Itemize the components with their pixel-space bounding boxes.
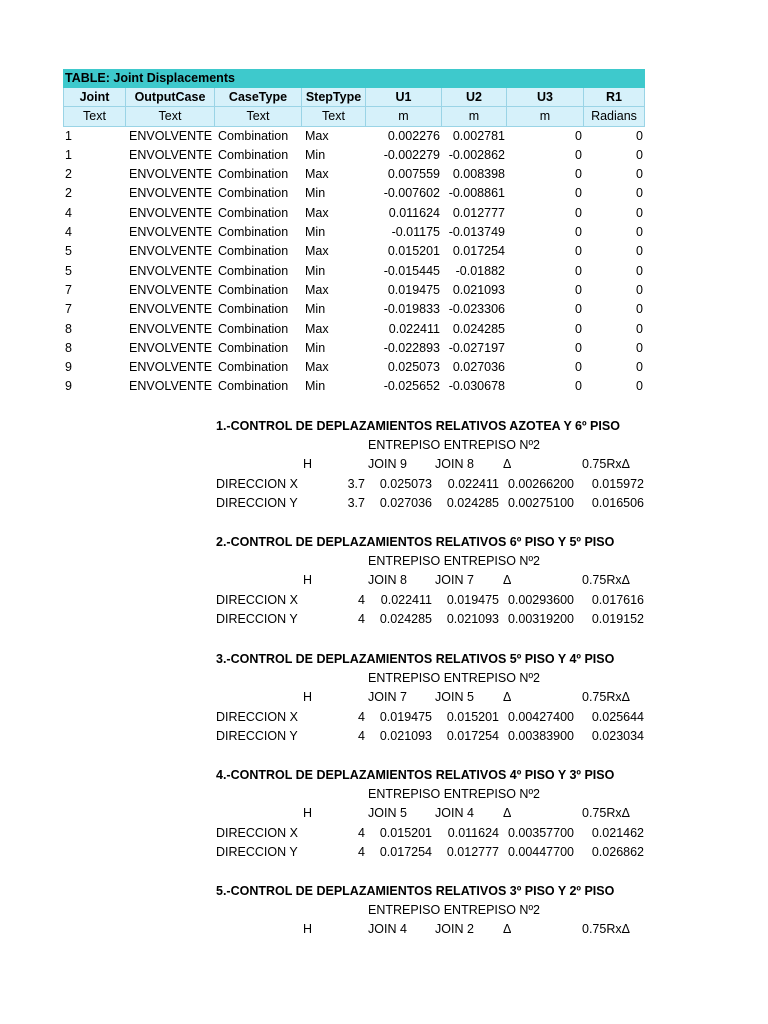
table-cell: 0	[636, 321, 643, 336]
entrepiso-line	[216, 669, 646, 688]
table-cell: -0.01882	[455, 263, 505, 278]
join-a-value: 0.027036	[379, 495, 432, 510]
delta-value: 0.00266200	[507, 476, 574, 491]
h-label: H	[303, 690, 313, 705]
entrepiso-label: ENTREPISO ENTREPISO Nº2	[368, 903, 540, 917]
table-row	[63, 165, 645, 184]
table-cell: Combination	[218, 147, 289, 162]
table-cell: Min	[305, 186, 326, 201]
table-cell: 0	[636, 244, 643, 259]
table-cell: 8	[65, 321, 72, 336]
entrepiso-label: ENTREPISO ENTREPISO Nº2	[368, 787, 540, 801]
table-cell: 0.019475	[387, 282, 440, 297]
table-cell: -0.002279	[383, 147, 440, 162]
table-cell: -0.007602	[383, 186, 440, 201]
table-cell: 0.015201	[387, 244, 440, 259]
table-cell: 9	[65, 379, 72, 394]
unit-u3: m	[507, 107, 584, 126]
rx-label: 0.75RxΔ	[582, 457, 630, 472]
delta-value: 0.00427400	[507, 709, 574, 724]
table-cell: 0	[575, 186, 582, 201]
table-row	[63, 339, 645, 358]
direction-row	[216, 708, 646, 727]
height-value: 4	[358, 825, 365, 840]
table-cell: 0.024285	[452, 321, 505, 336]
table-cell: Max	[305, 282, 329, 297]
section-title: 1.-CONTROL DE DEPLAZAMIENTOS RELATIVOS AZOTEA Y 6º PISO	[216, 419, 620, 433]
table-cell: 0	[636, 360, 643, 375]
join-a-label: JOIN 9	[368, 457, 407, 472]
rx-value: 0.023034	[591, 728, 644, 743]
join-b-value: 0.019475	[446, 592, 499, 607]
table-cell: ENVOLVENTE	[129, 244, 213, 259]
rx-value: 0.019152	[591, 611, 644, 626]
control-section	[216, 766, 646, 862]
control-section	[216, 650, 646, 746]
rx-label: 0.75RxΔ	[582, 806, 630, 821]
join-b-value: 0.011624	[447, 825, 499, 840]
table-cell: 0	[575, 360, 582, 375]
table-cell: Combination	[218, 167, 289, 182]
delta-label: Δ	[503, 922, 512, 937]
table-cell: ENVOLVENTE	[129, 282, 213, 297]
table-cell: 0	[575, 205, 582, 220]
table-cell: Min	[305, 302, 326, 317]
join-a-value: 0.024285	[379, 611, 432, 626]
table-cell: Combination	[218, 302, 289, 317]
table-cell: 0	[636, 186, 643, 201]
table-cell: 0	[575, 321, 582, 336]
table-row	[63, 262, 645, 281]
direction-row	[216, 475, 646, 494]
entrepiso-line	[216, 785, 646, 804]
direction-label: DIRECCION Y	[216, 844, 298, 859]
unit-outputcase: Text	[126, 107, 215, 126]
table-cell: Combination	[218, 263, 289, 278]
table-cell: Max	[305, 321, 329, 336]
unit-steptype: Text	[302, 107, 366, 126]
section-title: 5.-CONTROL DE DEPLAZAMIENTOS RELATIVOS 3º PISO Y 2º PISO	[216, 884, 615, 898]
entrepiso-label: ENTREPISO ENTREPISO Nº2	[368, 438, 540, 452]
join-b-value: 0.017254	[446, 728, 499, 743]
rx-value: 0.017616	[591, 592, 644, 607]
header-joint: Joint	[63, 88, 126, 107]
join-b-value: 0.022411	[447, 476, 499, 491]
join-b-value: 0.012777	[446, 844, 499, 859]
table-cell: -0.030678	[448, 379, 505, 394]
header-r1: R1	[584, 88, 645, 107]
table-cell: 0	[575, 128, 582, 143]
section-title: 3.-CONTROL DE DEPLAZAMIENTOS RELATIVOS 5º PISO Y 4º PISO	[216, 652, 615, 666]
table-cell: Max	[305, 167, 329, 182]
table-cell: ENVOLVENTE	[129, 360, 213, 375]
table-cell: Min	[305, 225, 326, 240]
delta-label: Δ	[503, 806, 512, 821]
h-label: H	[303, 922, 313, 937]
direction-row	[216, 610, 646, 629]
delta-value: 0.00383900	[507, 728, 574, 743]
join-a-label: JOIN 8	[368, 573, 407, 588]
units-row	[63, 107, 645, 126]
unit-u2: m	[442, 107, 507, 126]
table-cell: 0	[575, 340, 582, 355]
table-cell: Combination	[218, 244, 289, 259]
height-value: 4	[358, 728, 365, 743]
delta-value: 0.00319200	[507, 611, 574, 626]
control-section	[216, 417, 646, 513]
table-cell: 0	[575, 263, 582, 278]
direction-label: DIRECCION Y	[216, 611, 298, 626]
join-b-label: JOIN 2	[435, 922, 474, 937]
unit-r1: Radians	[584, 107, 645, 126]
direction-label: DIRECCION X	[216, 592, 298, 607]
table-row	[63, 242, 645, 261]
table-cell: Min	[305, 379, 326, 394]
table-cell: ENVOLVENTE	[129, 302, 213, 317]
table-cell: 0.025073	[387, 360, 440, 375]
join-a-value: 0.019475	[379, 709, 432, 724]
direction-row	[216, 843, 646, 862]
table-cell: 0	[636, 379, 643, 394]
table-row	[63, 300, 645, 319]
table-cell: Combination	[218, 340, 289, 355]
header-steptype: StepType	[302, 88, 366, 107]
table-cell: Combination	[218, 205, 289, 220]
table-cell: 0	[575, 147, 582, 162]
table-cell: 0.022411	[388, 321, 440, 336]
table-row	[63, 204, 645, 223]
direction-label: DIRECCION X	[216, 476, 298, 491]
table-cell: 0.027036	[452, 360, 505, 375]
table-row	[63, 281, 645, 300]
table-cell: 7	[65, 302, 72, 317]
table-cell: 0	[575, 244, 582, 259]
entrepiso-label: ENTREPISO ENTREPISO Nº2	[368, 554, 540, 568]
direction-label: DIRECCION X	[216, 825, 298, 840]
delta-value: 0.00275100	[507, 495, 574, 510]
entrepiso-line	[216, 552, 646, 571]
section-column-headers	[216, 571, 646, 590]
header-u3: U3	[507, 88, 584, 107]
table-cell: Max	[305, 360, 329, 375]
table-cell: Combination	[218, 379, 289, 394]
table-cell: 0	[636, 205, 643, 220]
table-cell: 0.011624	[388, 205, 440, 220]
rx-label: 0.75RxΔ	[582, 573, 630, 588]
table-row	[63, 184, 645, 203]
table-cell: 1	[65, 147, 72, 162]
table-cell: 5	[65, 263, 72, 278]
rx-label: 0.75RxΔ	[582, 690, 630, 705]
table-cell: -0.015445	[383, 263, 440, 278]
table-cell: 0	[636, 340, 643, 355]
section-title: 4.-CONTROL DE DEPLAZAMIENTOS RELATIVOS 4º PISO Y 3º PISO	[216, 768, 615, 782]
join-a-value: 0.022411	[380, 592, 432, 607]
table-cell: ENVOLVENTE	[129, 128, 213, 143]
table-cell: Combination	[218, 321, 289, 336]
table-cell: Combination	[218, 128, 289, 143]
table-cell: Max	[305, 244, 329, 259]
rx-value: 0.016506	[591, 495, 644, 510]
table-row	[63, 358, 645, 377]
table-cell: 0	[636, 128, 643, 143]
table-cell: 9	[65, 360, 72, 375]
entrepiso-label: ENTREPISO ENTREPISO Nº2	[368, 671, 540, 685]
header-row	[63, 88, 645, 107]
table-cell: Combination	[218, 282, 289, 297]
control-section	[216, 882, 646, 940]
rx-value: 0.021462	[591, 825, 644, 840]
table-cell: 8	[65, 340, 72, 355]
join-b-label: JOIN 5	[435, 690, 474, 705]
table-cell: 0.007559	[387, 167, 440, 182]
table-cell: -0.025652	[383, 379, 440, 394]
rx-value: 0.026862	[591, 844, 644, 859]
rx-value: 0.025644	[591, 709, 644, 724]
header-outputcase: OutputCase	[126, 88, 215, 107]
table-cell: 4	[65, 205, 72, 220]
table-cell: 4	[65, 225, 72, 240]
join-a-value: 0.017254	[379, 844, 432, 859]
table-cell: Max	[305, 205, 329, 220]
direction-row	[216, 824, 646, 843]
delta-label: Δ	[503, 573, 512, 588]
control-section	[216, 533, 646, 629]
direction-label: DIRECCION Y	[216, 495, 298, 510]
height-value: 4	[358, 592, 365, 607]
table-cell: Combination	[218, 360, 289, 375]
table-cell: 0	[636, 302, 643, 317]
table-cell: ENVOLVENTE	[129, 225, 213, 240]
table-cell: Min	[305, 340, 326, 355]
table-cell: 0.008398	[452, 167, 505, 182]
table-cell: 0	[575, 282, 582, 297]
table-cell: 2	[65, 186, 72, 201]
section-title: 2.-CONTROL DE DEPLAZAMIENTOS RELATIVOS 6º PISO Y 5º PISO	[216, 535, 615, 549]
height-value: 4	[358, 611, 365, 626]
section-column-headers	[216, 804, 646, 823]
table-cell: Max	[305, 128, 329, 143]
join-b-label: JOIN 4	[435, 806, 474, 821]
direction-row	[216, 591, 646, 610]
join-a-value: 0.021093	[379, 728, 432, 743]
delta-value: 0.00447700	[507, 844, 574, 859]
join-a-label: JOIN 5	[368, 806, 407, 821]
table-cell: Min	[305, 263, 326, 278]
rx-value: 0.015972	[591, 476, 644, 491]
delta-value: 0.00293600	[507, 592, 574, 607]
table-cell: ENVOLVENTE	[129, 321, 213, 336]
table-body	[63, 127, 645, 397]
join-a-value: 0.015201	[379, 825, 432, 840]
table-cell: 0	[636, 167, 643, 182]
join-b-label: JOIN 7	[435, 573, 474, 588]
joint-displacements-table	[63, 69, 645, 397]
table-row	[63, 223, 645, 242]
table-cell: 7	[65, 282, 72, 297]
table-row	[63, 146, 645, 165]
table-cell: Combination	[218, 186, 289, 201]
table-title: TABLE: Joint Displacements	[63, 69, 645, 88]
table-cell: ENVOLVENTE	[129, 147, 213, 162]
unit-u1: m	[366, 107, 442, 126]
table-cell: -0.023306	[448, 302, 505, 317]
join-a-value: 0.025073	[379, 476, 432, 491]
header-casetype: CaseType	[215, 88, 302, 107]
table-cell: 1	[65, 128, 72, 143]
section-column-headers	[216, 455, 646, 474]
h-label: H	[303, 573, 313, 588]
table-cell: -0.027197	[448, 340, 505, 355]
table-cell: 5	[65, 244, 72, 259]
table-row	[63, 320, 645, 339]
table-cell: ENVOLVENTE	[129, 263, 213, 278]
header-u1: U1	[366, 88, 442, 107]
section-column-headers	[216, 688, 646, 707]
table-cell: 0	[575, 225, 582, 240]
join-a-label: JOIN 4	[368, 922, 407, 937]
table-cell: -0.01175	[391, 225, 440, 240]
table-cell: -0.013749	[448, 225, 505, 240]
table-cell: 0	[636, 282, 643, 297]
table-cell: 0	[575, 302, 582, 317]
join-b-value: 0.021093	[446, 611, 499, 626]
table-cell: ENVOLVENTE	[129, 379, 213, 394]
table-cell: -0.019833	[383, 302, 440, 317]
delta-label: Δ	[503, 690, 512, 705]
direction-row	[216, 727, 646, 746]
height-value: 3.7	[347, 476, 365, 491]
table-cell: ENVOLVENTE	[129, 205, 213, 220]
table-cell: -0.008861	[448, 186, 505, 201]
table-cell: -0.022893	[383, 340, 440, 355]
height-value: 4	[358, 844, 365, 859]
table-cell: ENVOLVENTE	[129, 186, 213, 201]
join-b-value: 0.024285	[446, 495, 499, 510]
table-cell: 0	[575, 167, 582, 182]
direction-label: DIRECCION X	[216, 709, 298, 724]
table-cell: 0.012777	[452, 205, 505, 220]
height-value: 3.7	[347, 495, 365, 510]
direction-row	[216, 494, 646, 513]
table-cell: 0.021093	[452, 282, 505, 297]
entrepiso-line	[216, 901, 646, 920]
table-cell: 0.017254	[452, 244, 505, 259]
join-b-value: 0.015201	[446, 709, 499, 724]
delta-value: 0.00357700	[507, 825, 574, 840]
table-cell: ENVOLVENTE	[129, 340, 213, 355]
h-label: H	[303, 457, 313, 472]
direction-label: DIRECCION Y	[216, 728, 298, 743]
table-cell: 0	[636, 147, 643, 162]
section-column-headers	[216, 920, 646, 939]
table-cell: 0.002781	[452, 128, 505, 143]
table-row	[63, 127, 645, 146]
h-label: H	[303, 806, 313, 821]
table-row	[63, 377, 645, 396]
header-u2: U2	[442, 88, 507, 107]
table-cell: Min	[305, 147, 326, 162]
rx-label: 0.75RxΔ	[582, 922, 630, 937]
height-value: 4	[358, 709, 365, 724]
entrepiso-line	[216, 436, 646, 455]
table-cell: Combination	[218, 225, 289, 240]
join-a-label: JOIN 7	[368, 690, 407, 705]
table-cell: 0	[575, 379, 582, 394]
delta-label: Δ	[503, 457, 512, 472]
unit-casetype: Text	[215, 107, 302, 126]
table-cell: ENVOLVENTE	[129, 167, 213, 182]
table-cell: 0	[636, 225, 643, 240]
table-cell: 0.002276	[387, 128, 440, 143]
join-b-label: JOIN 8	[435, 457, 474, 472]
table-cell: 0	[636, 263, 643, 278]
unit-joint: Text	[63, 107, 126, 126]
table-cell: -0.002862	[448, 147, 505, 162]
table-cell: 2	[65, 167, 72, 182]
